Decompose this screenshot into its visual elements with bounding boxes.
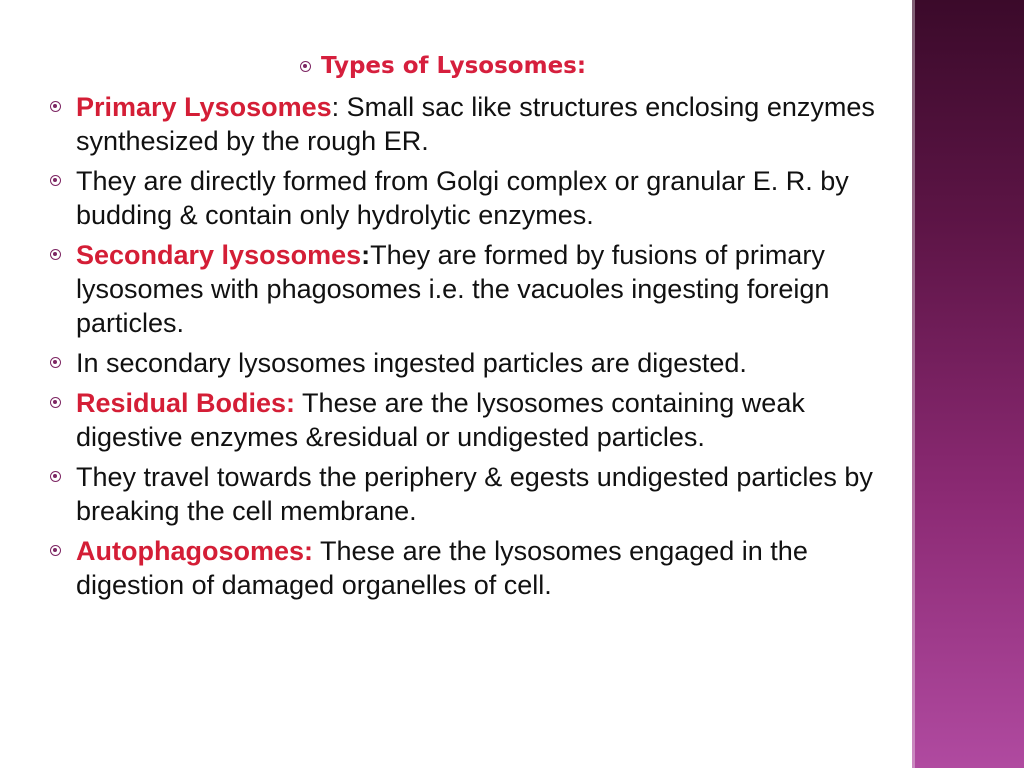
list-item <box>48 238 888 340</box>
item-text: They are formed by fusions of primary lysosomes with phagosomes i.e. the vacuoles ingesting foreign particles. <box>76 240 830 338</box>
item-separator: : <box>361 240 371 270</box>
list-item <box>48 386 888 454</box>
circle-dot-icon <box>50 545 61 556</box>
circle-dot-icon <box>50 249 61 260</box>
list-item <box>48 346 888 380</box>
decorative-side-bar <box>912 0 1024 768</box>
item-term: Primary Lysosomes <box>76 92 332 122</box>
bullet-list <box>48 90 888 608</box>
circle-dot-icon <box>50 397 61 408</box>
item-term: Secondary lysosomes <box>76 240 362 270</box>
item-text: Small sac like structures enclosing enzymes synthesized by the rough ER. <box>76 92 875 156</box>
item-text: They travel towards the periphery & egests undigested particles by breaking the cell membrane. <box>76 462 873 526</box>
list-item <box>48 534 888 602</box>
slide-heading <box>300 48 586 84</box>
heading-text: Types of Lysosomes: <box>321 53 587 79</box>
circle-dot-icon <box>300 61 311 72</box>
circle-dot-icon <box>50 471 61 482</box>
circle-dot-icon <box>50 357 61 368</box>
item-text: They are directly formed from Golgi complex or granular E. R. by budding & contain only hydrolytic enzymes. <box>76 166 849 230</box>
circle-dot-icon <box>50 175 61 186</box>
item-text: These are the lysosomes engaged in the digestion of damaged organelles of cell. <box>76 536 808 600</box>
list-item <box>48 90 888 158</box>
item-text: These are the lysosomes containing weak digestive enzymes &residual or undigested particles. <box>76 388 805 452</box>
item-text: In secondary lysosomes ingested particles are digested. <box>76 348 747 378</box>
item-term: Autophagosomes: <box>76 536 314 566</box>
item-term: Residual Bodies: <box>76 388 296 418</box>
list-item <box>48 460 888 528</box>
item-separator: : <box>331 92 340 122</box>
list-item <box>48 164 888 232</box>
circle-dot-icon <box>50 101 61 112</box>
